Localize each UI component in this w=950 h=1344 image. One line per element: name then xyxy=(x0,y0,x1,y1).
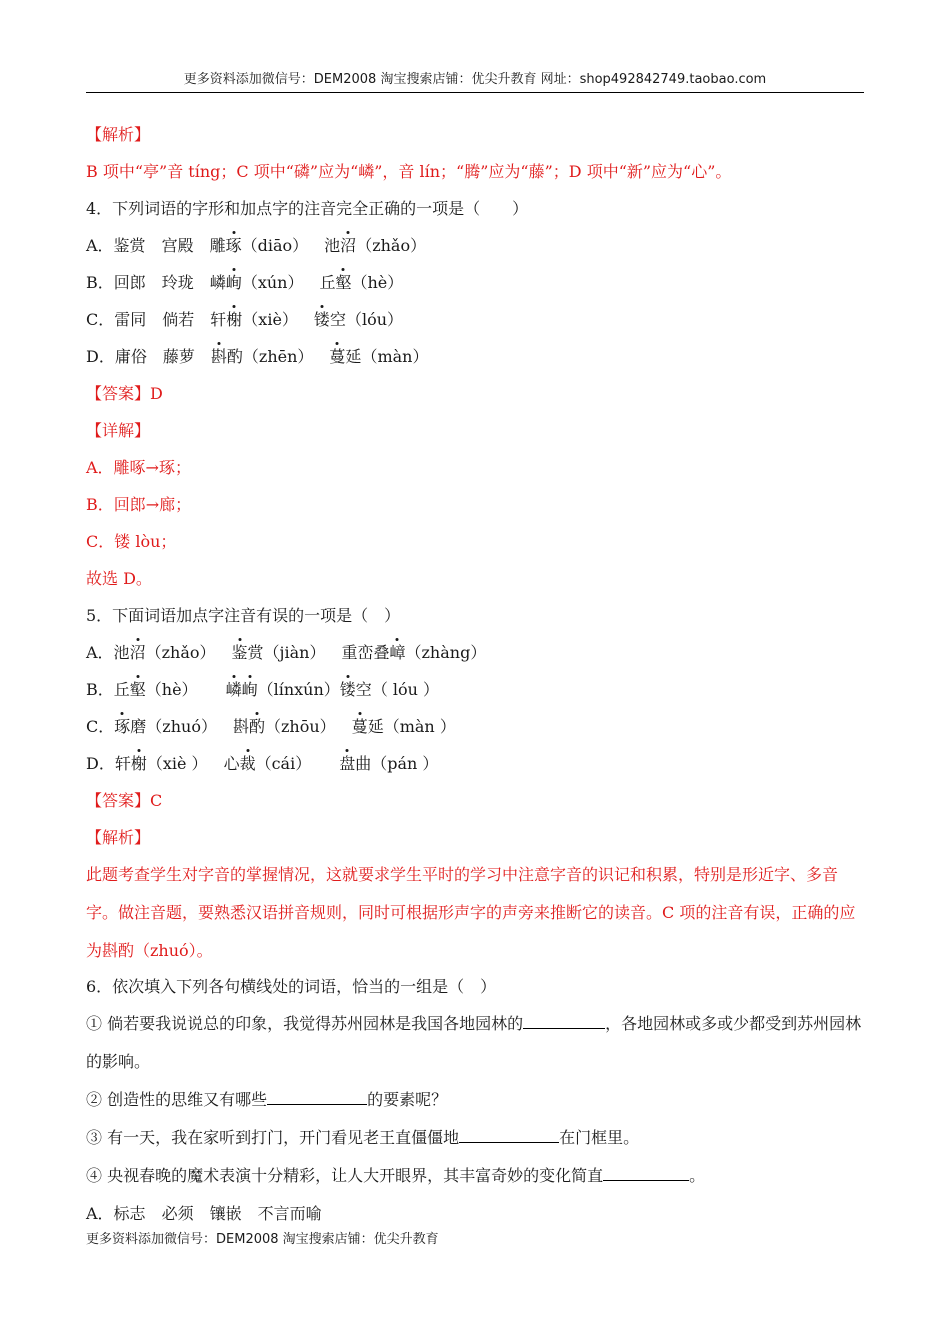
q6-blank-1[interactable] xyxy=(523,1012,605,1029)
q5-option-d: D．轩榭（xiè ） 心裁（cái） 盘曲（pán ） xyxy=(86,754,439,773)
q4-detail-b: B．回郎→廊； xyxy=(86,495,192,514)
q5-stem: 5．下面词语加点字注音有误的一项是（ ） xyxy=(86,606,401,625)
q6-blank-4[interactable] xyxy=(603,1164,689,1181)
q5-option-c: C．琢磨（zhuó） 斟酌（zhōu） 蔓延（màn ） xyxy=(86,717,456,736)
q6-sentence-2: ② 创造性的思维又有哪些 的要素呢？ xyxy=(86,1090,448,1109)
q6-sentence-4: ④ 央视春晚的魔术表演十分精彩，让人大开眼界，其丰富奇妙的变化简直 。 xyxy=(86,1166,706,1185)
q4-option-d: D．庸俗 藤萝 斟酌（zhēn） 蔓延（màn） xyxy=(86,347,429,366)
q4-option-c: C．雷同 倘若 轩榭（xiè） 镂空（lóu） xyxy=(86,310,404,329)
q6-blank-3[interactable] xyxy=(459,1126,559,1143)
q6-stem: 6．依次填入下列各句横线处的词语，恰当的一组是（ ） xyxy=(86,977,497,996)
q4-option-b: B．回郎 玲珑 嶙峋（xún） 丘壑（hè） xyxy=(86,273,404,292)
q4-detail-c: C．镂 lòu； xyxy=(86,532,177,551)
q4-detail-a: A．雕啄→琢； xyxy=(86,458,191,477)
q4-conclusion: 故选 D。 xyxy=(86,569,152,588)
q6-blank-2[interactable] xyxy=(267,1088,367,1105)
q6-option-a: A．标志 必须 镶嵌 不言而喻 xyxy=(86,1204,322,1223)
q6-sentence-1: ① 倘若要我说说总的印象，我觉得苏州园林是我国各地园林的 ，各地园林或多或少都受到苏州园林的影响。 xyxy=(86,1014,862,1071)
q4-answer: 【答案】D xyxy=(86,384,163,403)
q5-analysis: 此题考查学生对字音的掌握情况，这就要求学生平时的学习中注意字音的识记和积累，特别是形近字、多音字。做注音题，要熟悉汉语拼音规则，同时可根据形声字的声旁来推断它的读音。C 项的注音有误，正确的应为斟酌（zhuó）。 xyxy=(86,865,856,960)
page-footer: 更多资料添加微信号：DEM2008 淘宝搜索店铺：优尖升教育 xyxy=(86,1232,439,1247)
q3-analysis: B 项中“亭”音 tíng；C 项中“磷”应为“嶙”，音 lín；“腾”应为“藤”；D 项中“新”应为“心”。 xyxy=(86,162,732,181)
q6-sentence-3: ③ 有一天，我在家听到打门，开门看见老王直僵僵地 在门框里。 xyxy=(86,1128,640,1147)
q5-option-b: B．丘壑（hè） 嶙峋（línxún）镂空（ lóu ） xyxy=(86,680,440,699)
q5-answer: 【答案】C xyxy=(86,791,163,810)
q4-option-a: A．鉴赏 宫殿 雕琢（diāo） 池沼（zhǎo） xyxy=(86,236,427,255)
q4-stem: 4．下列词语的字形和加点字的注音完全正确的一项是（ ） xyxy=(86,199,529,218)
page-header: 更多资料添加微信号：DEM2008 淘宝搜索店铺：优尖升教育 网址：shop492842749.taobao.com xyxy=(86,68,864,93)
q4-detail-label: 【详解】 xyxy=(86,421,151,440)
q5-option-a: A．池沼（zhǎo） 鉴赏（jiàn） 重峦叠嶂（zhàng） xyxy=(86,643,487,662)
q3-analysis-label: 【解析】 xyxy=(86,125,151,144)
document-body xyxy=(86,124,862,1233)
q5-analysis-label: 【解析】 xyxy=(86,828,151,847)
